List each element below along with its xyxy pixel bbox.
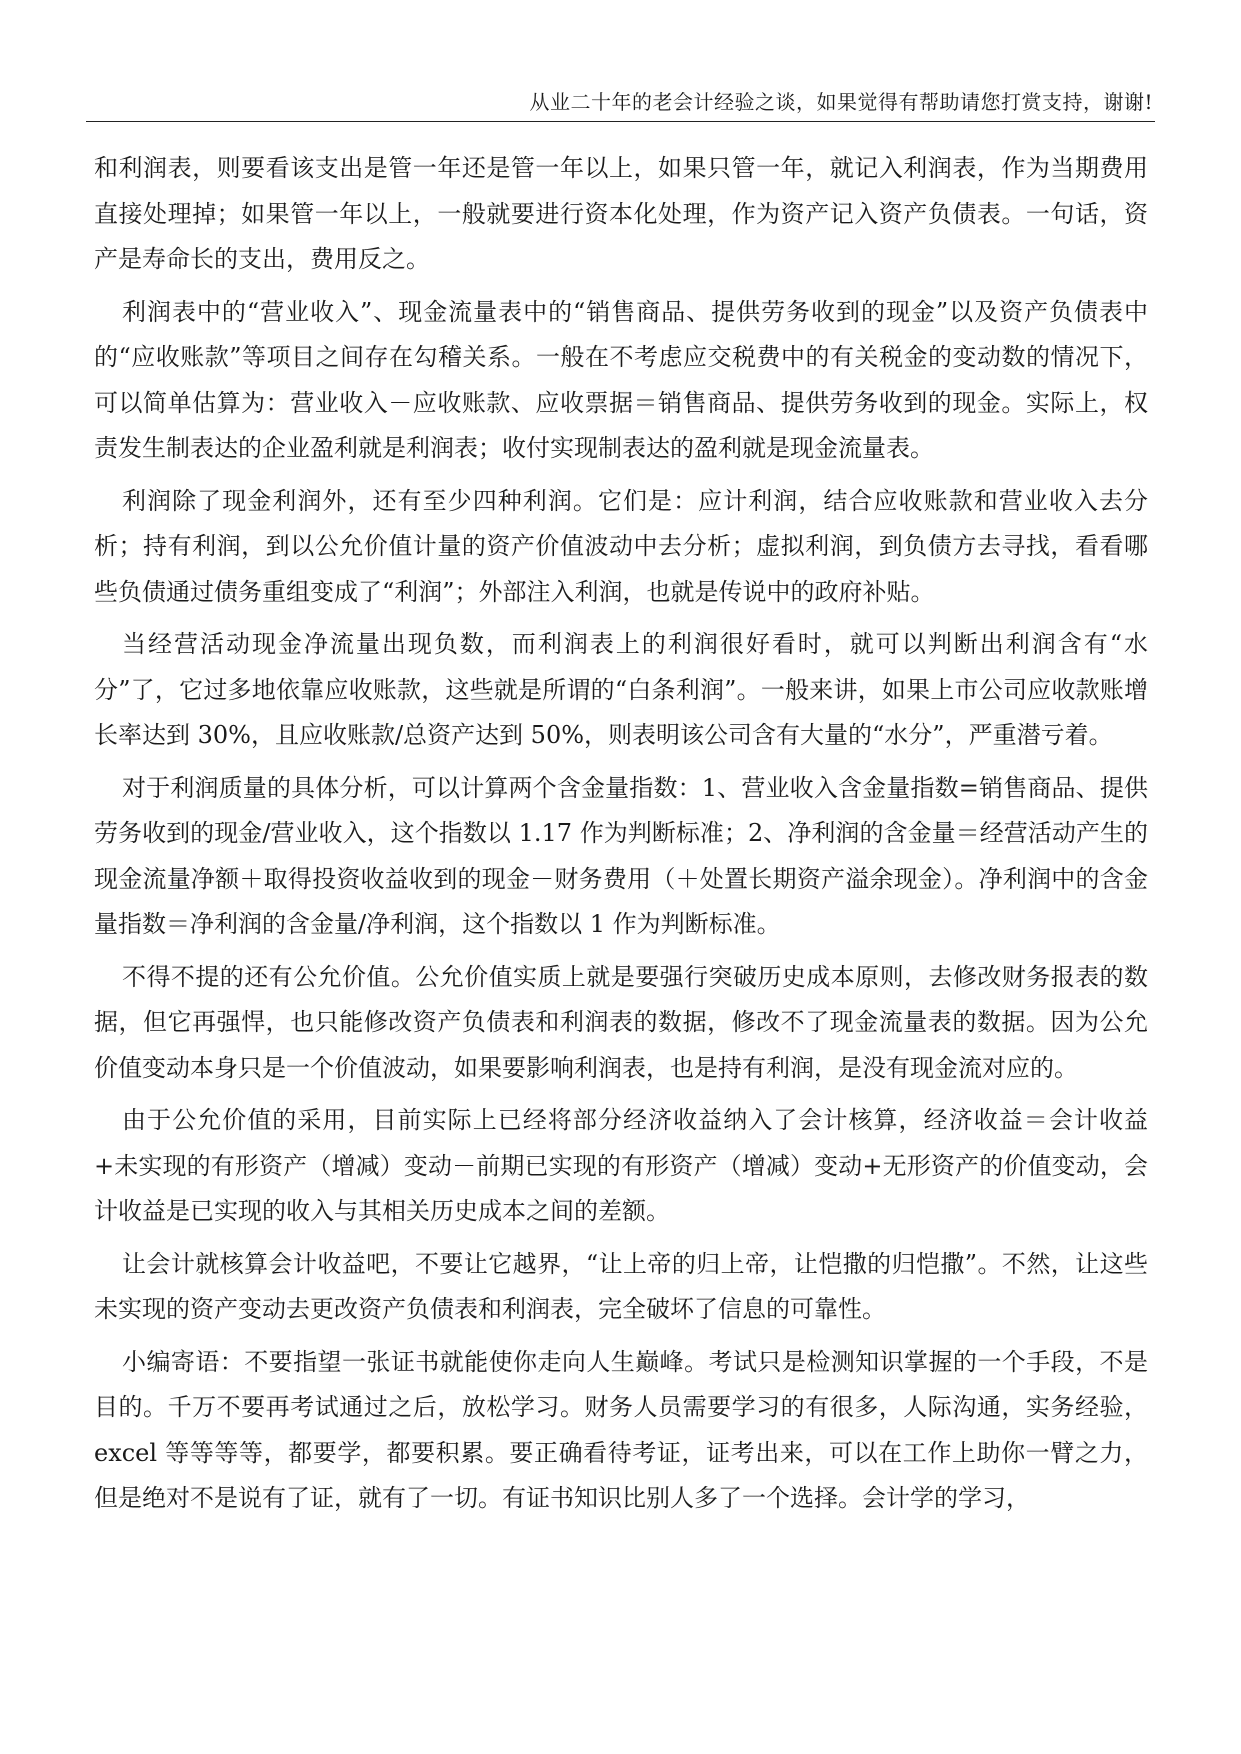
paragraph-1: 和利润表，则要看该支出是管一年还是管一年以上，如果只管一年，就记入利润表，作为当期费用直接处理掉；如果管一年以上，一般就要进行资本化处理，作为资产记入资产负债表。一句话，资产是寿命长的支出，费用反之。	[94, 154, 1148, 273]
paragraph-8: 让会计就核算会计收益吧，不要让它越界，“让上帝的归上帝，让恺撒的归恺撒”。不然，让这些未实现的资产变动去更改资产负债表和利润表，完全破坏了信息的可靠性。	[94, 1249, 1148, 1323]
paragraph-9: 小编寄语：不要指望一张证书就能使你走向人生巅峰。考试只是检测知识掌握的一个手段，不是目的。千万不要再考试通过之后，放松学习。财务人员需要学习的有很多，人际沟通，实务经验，excel 等等等等，都要学，都要积累。要正确看待考证，证考出来，可以在工作上助你一臂之力，但是绝对不是说有了证，就有了一切。有证书知识比别人多了一个选择。会计学的学习，	[94, 1347, 1148, 1512]
paragraph-4: 当经营活动现金净流量出现负数，而利润表上的利润很好看时，就可以判断出利润含有“水分”了，它过多地依靠应收账款，这些就是所谓的“白条利润”。一般来讲，如果上市公司应收款账增长率达到 30%，且应收账款/总资产达到 50%，则表明该公司含有大量的“水分”，严重潜亏着。	[94, 630, 1148, 749]
paragraph-3: 利润除了现金利润外，还有至少四种利润。它们是：应计利润，结合应收账款和营业收入去分析；持有利润，到以公允价值计量的资产价值波动中去分析；虚拟利润，到负债方去寻找，看看哪些负债通过债务重组变成了“利润”；外部注入利润，也就是传说中的政府补贴。	[94, 486, 1148, 606]
paragraph-7: 由于公允价值的采用，目前实际上已经将部分经济收益纳入了会计核算，经济收益＝会计收益+未实现的有形资产（增减）变动－前期已实现的有形资产（增减）变动+无形资产的价值变动，会计收益是已实现的收入与其相关历史成本之间的差额。	[94, 1106, 1148, 1225]
header-divider	[86, 121, 1155, 122]
paragraph-6: 不得不提的还有公允价值。公允价值实质上就是要强行突破历史成本原则，去修改财务报表的数据，但它再强悍，也只能修改资产负债表和利润表的数据，修改不了现金流量表的数据。因为公允价值变动本身只是一个价值波动，如果要影响利润表，也是持有利润，是没有现金流对应的。	[94, 962, 1148, 1082]
page-header: 从业二十年的老会计经验之谈，如果觉得有帮助请您打赏支持，谢谢!	[529, 90, 1153, 114]
paragraph-5: 对于利润质量的具体分析，可以计算两个含金量指数：1、营业收入含金量指数=销售商品、提供劳务收到的现金/营业收入，这个指数以 1.17 作为判断标准；2、净利润的含金量＝经营活动产生的现金流量净额＋取得投资收益收到的现金－财务费用（＋处置长期资产溢余现金）。净利润中的含金量指数＝净利润的含金量/净利润，这个指数以 1 作为判断标准。	[94, 773, 1148, 938]
paragraph-2: 利润表中的“营业收入”、现金流量表中的“销售商品、提供劳务收到的现金”以及资产负债表中的“应收账款”等项目之间存在勾稽关系。一般在不考虑应交税费中的有关税金的变动数的情况下，可以简单估算为：营业收入－应收账款、应收票据＝销售商品、提供劳务收到的现金。实际上，权责发生制表达的企业盈利就是利润表；收付实现制表达的盈利就是现金流量表。	[94, 297, 1148, 462]
document-body	[94, 146, 1148, 1529]
